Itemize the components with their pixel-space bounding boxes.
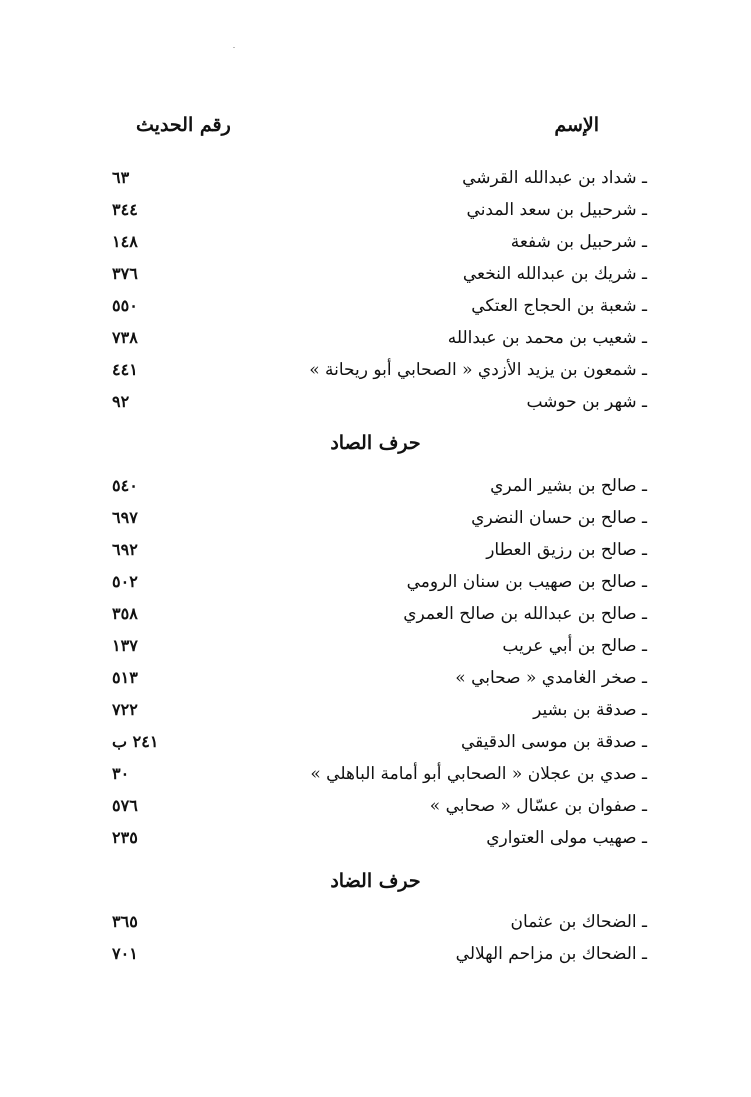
hadith-number: ٥٠٢: [112, 572, 138, 591]
narrator-name: ـ الضحاك بن عثمان: [510, 912, 647, 932]
list-item: [0, 604, 751, 636]
list-item: [0, 764, 751, 796]
narrator-name: ـ صالح بن رزيق العطار: [486, 540, 647, 560]
name-column-header: الإسم: [554, 114, 599, 136]
scan-speck: [233, 47, 235, 48]
list-item: [0, 912, 751, 944]
list-item: [0, 540, 751, 572]
list-item: [0, 828, 751, 860]
narrator-name: ـ شرحبيل بن شفعة: [510, 232, 647, 252]
narrator-name: ـ صهيب مولى العتواري: [486, 828, 647, 848]
narrator-name: ـ صخر الغامدي « صحابي »: [455, 668, 647, 688]
hadith-number: ٣٧٦: [112, 264, 138, 283]
list-item: [0, 944, 751, 976]
list-item: [0, 168, 751, 200]
narrator-name: ـ صفوان بن عسّال « صحابي »: [429, 796, 647, 816]
narrator-name: ـ شعبة بن الحجاج العتكي: [471, 296, 647, 316]
hadith-number: ٦٣: [112, 168, 130, 187]
list-item: [0, 296, 751, 328]
hadith-number: ٩٢: [112, 392, 130, 411]
hadith-number: ٣٦٥: [112, 912, 138, 931]
narrator-name: ـ صالح بن أبي عريب: [502, 636, 647, 656]
hadith-number: ٦٩٧: [112, 508, 138, 527]
list-item: [0, 572, 751, 604]
narrator-name: ـ شريك بن عبدالله النخعي: [462, 264, 647, 284]
hadith-number: ٧٠١: [112, 944, 138, 963]
narrator-name: ـ شعيب بن محمد بن عبدالله: [447, 328, 647, 348]
list-item: [0, 360, 751, 392]
list-item: [0, 636, 751, 668]
hadith-number: ٥٧٦: [112, 796, 138, 815]
hadith-number: ٣٠: [112, 764, 130, 783]
list-item: [0, 232, 751, 264]
narrator-name: ـ صدقة بن موسى الدقيقي: [460, 732, 647, 752]
list-item: [0, 508, 751, 540]
hadith-number: ١٤٨: [112, 232, 138, 251]
narrator-name: ـ شرحبيل بن سعد المدني: [466, 200, 647, 220]
hadith-number: ٢٣٥: [112, 828, 138, 847]
list-item: [0, 328, 751, 360]
list-item: [0, 264, 751, 296]
narrator-name: ـ شداد بن عبدالله القرشي: [462, 168, 647, 188]
hadith-number: ٦٩٢: [112, 540, 138, 559]
narrator-name: ـ صدقة بن بشير: [533, 700, 647, 720]
hadith-number: ٢٤١ ب: [112, 732, 159, 751]
hadith-number: ٥١٣: [112, 668, 138, 687]
list-item: [0, 392, 751, 424]
list-item: [0, 700, 751, 732]
hadith-number: ٤٤١: [112, 360, 138, 379]
hadith-number: ٣٤٤: [112, 200, 138, 219]
list-item: [0, 732, 751, 764]
list-item: [0, 476, 751, 508]
narrator-name: ـ الضحاك بن مزاحم الهلالي: [455, 944, 647, 964]
hadith-number: ٧٣٨: [112, 328, 138, 347]
section-heading: حرف الصاد: [330, 432, 421, 454]
number-column-header: رقم الحديث: [136, 114, 231, 136]
list-item: [0, 668, 751, 700]
hadith-number: ٣٥٨: [112, 604, 138, 623]
narrator-name: ـ صالح بن بشير المري: [490, 476, 647, 496]
list-item: [0, 796, 751, 828]
hadith-number: ٧٢٢: [112, 700, 138, 719]
narrator-name: ـ شهر بن حوشب: [526, 392, 647, 412]
section-heading: حرف الضاد: [330, 870, 421, 892]
hadith-number: ٥٤٠: [112, 476, 138, 495]
narrator-name: ـ صالح بن صهيب بن سنان الرومي: [406, 572, 647, 592]
narrator-name: ـ صالح بن حسان النضري: [471, 508, 647, 528]
hadith-number: ١٣٧: [112, 636, 138, 655]
narrator-name: ـ شمعون بن يزيد الأزدي « الصحابي أبو ريحانة »: [309, 360, 647, 380]
hadith-number: ٥٥٠: [112, 296, 138, 315]
narrator-name: ـ صالح بن عبدالله بن صالح العمري: [403, 604, 647, 624]
narrator-name: ـ صدي بن عجلان « الصحابي أبو أمامة الباهلي »: [310, 764, 647, 784]
list-item: [0, 200, 751, 232]
